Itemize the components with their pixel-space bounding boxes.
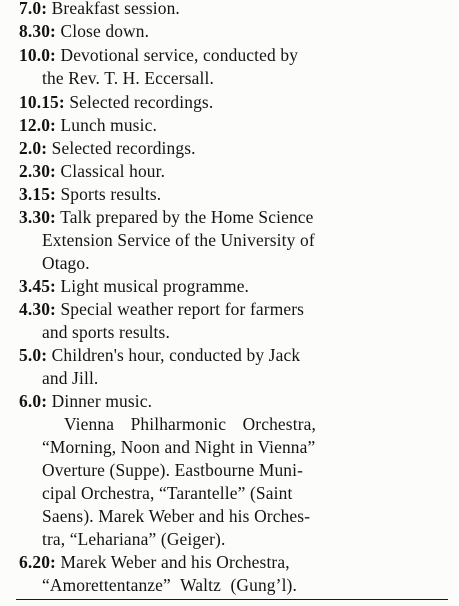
entry-text: Talk prepared by the Home Science [60,207,314,227]
entry-time: 8.30: [19,21,56,41]
entry-text: Classical hour. [60,161,166,181]
programme-entry [19,391,152,411]
programme-entry [19,345,300,365]
programme-entry [19,138,196,158]
entry-text: Devotional service, conducted by [60,45,299,65]
entry-time: 3.45: [19,276,56,296]
programme-entry [19,161,165,181]
entry-text: Sports results. [60,184,162,204]
bottom-divider [16,599,448,600]
programme-entry [19,92,213,112]
entry-continuation: Otago. [42,253,90,273]
entry-continuation: and Jill. [42,368,99,388]
entry-text: Lunch music. [60,115,157,135]
entry-continuation: Saens). Marek Weber and his Orches- [42,506,311,526]
entry-text: Close down. [60,21,150,41]
entry-continuation: “Morning, Noon and Night in Vienna” [42,437,316,457]
entry-time: 12.0: [19,115,56,135]
entry-time: 6.20: [19,552,56,572]
entry-time: 2.0: [19,138,48,158]
entry-time: 7.0: [19,0,48,18]
entry-time: 10.15: [19,92,65,112]
entry-time: 4.30: [19,299,56,319]
programme-entry [19,115,157,135]
entry-text: Marek Weber and his Orchestra, [60,552,290,572]
entry-time: 3.15: [19,184,56,204]
entry-time: 2.30: [19,161,56,181]
programme-entry [19,21,149,41]
entry-text: Breakfast session. [51,0,180,18]
entry-continuation: tra, “Lehariana” (Geiger). [42,529,226,549]
entry-text: Selected recordings. [51,138,196,158]
entry-continuation: Overture (Suppe). Eastbourne Muni- [42,460,304,480]
entry-continuation: cipal Orchestra, “Tarantelle” (Saint [42,483,293,503]
entry-continuation: “Amorettentanze” Waltz (Gung’l). [42,575,297,595]
entry-time: 3.30: [19,207,56,227]
programme-entry [19,207,314,227]
entry-continuation: Vienna Philharmonic Orchestra, [64,414,317,434]
programme-entry [19,552,290,572]
entry-text: Light musical programme. [60,276,250,296]
programme-entry [19,276,249,296]
entry-text: Selected recordings. [69,92,214,112]
entry-time: 10.0: [19,45,56,65]
programme-entry [19,45,298,65]
entry-time: 6.0: [19,391,48,411]
entry-continuation: the Rev. T. H. Eccersall. [42,68,214,88]
entry-text: Children's hour, conducted by Jack [51,345,301,365]
entry-continuation: Extension Service of the University of [42,230,315,250]
programme-entry [19,299,304,319]
programme-entry [19,184,161,204]
programme-entry [19,0,180,18]
entry-text: Dinner music. [51,391,153,411]
entry-time: 5.0: [19,345,48,365]
entry-text: Special weather report for farmers [60,299,305,319]
entry-continuation: and sports results. [42,322,170,342]
